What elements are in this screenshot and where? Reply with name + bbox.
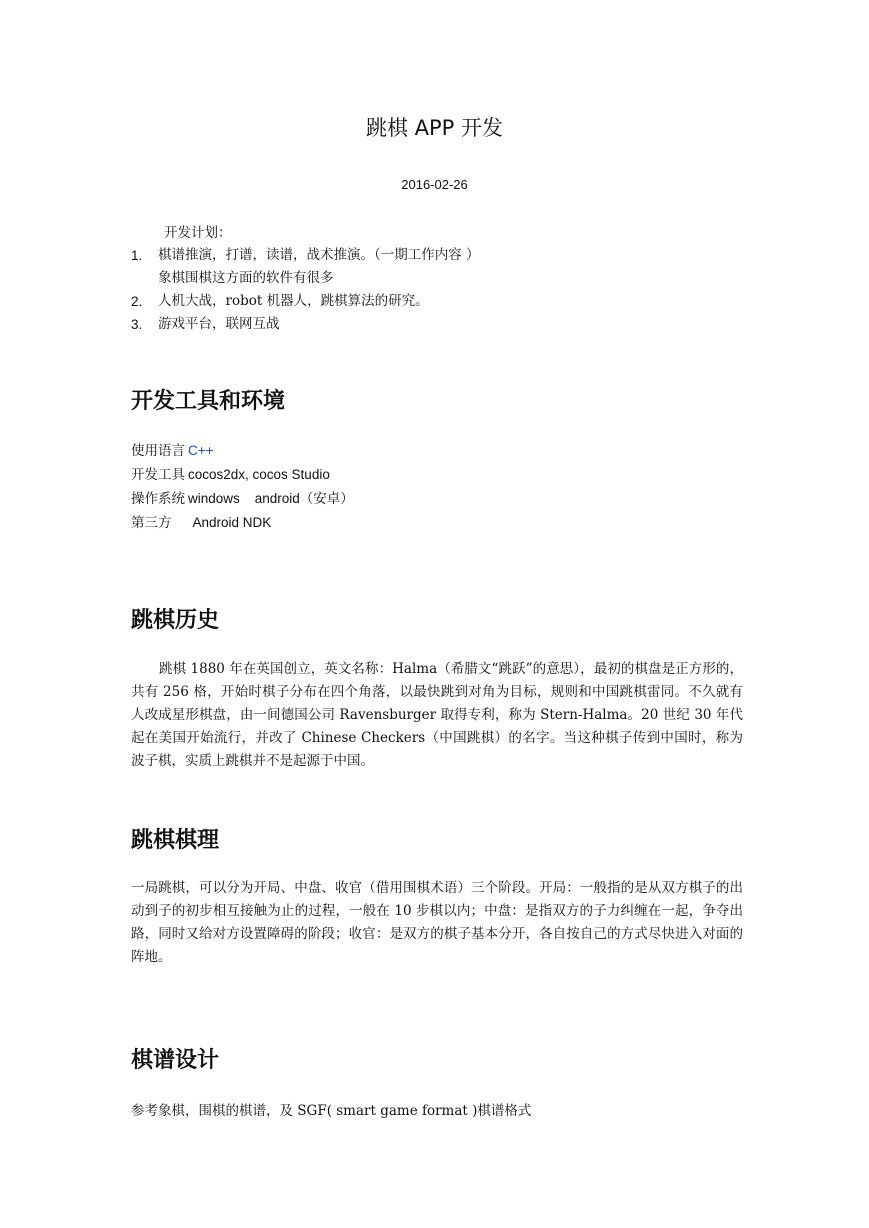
design-paragraph: 参考象棋，围棋的棋谱，及 SGF( smart game format )棋谱格式: [131, 1103, 532, 1119]
list-item-text: 游戏平台，联网互战: [158, 316, 280, 332]
list-item-subtext: 象棋围棋这方面的软件有很多: [158, 270, 334, 286]
plan-label: 开发计划：: [164, 225, 232, 241]
list-item: [131, 290, 480, 313]
environment-list: [131, 439, 354, 535]
environment-value: windows android（安卓）: [188, 491, 354, 506]
list-number: 1.: [131, 248, 143, 263]
environment-row: [131, 439, 354, 463]
document-date: 2016-02-26: [401, 177, 468, 192]
environment-row: [131, 487, 354, 511]
environment-label: 使用语言: [131, 443, 185, 459]
list-item: [131, 244, 480, 290]
list-number: 2.: [131, 294, 143, 309]
plan-list: [131, 244, 480, 336]
environment-row: [131, 463, 354, 487]
section-heading-design: 棋谱设计: [131, 1048, 220, 1073]
environment-value: cocos2dx, cocos Studio: [188, 467, 330, 482]
list-item-text: 人机大战，robot 机器人，跳棋算法的研究。: [158, 293, 429, 309]
list-item: [131, 313, 480, 336]
environment-value: Android NDK: [174, 515, 272, 530]
history-paragraph: 跳棋 1880 年在英国创立，英文名称：Halma（希腊文“跳跃”的意思），最初的棋盘是正方形的，共有 256 格，开始时棋子分布在四个角落，以最快跳到对角为目标，规则和中国跳棋雷同。不久就有人改成星形棋盘，由一间德国公司 Ravensburger 取得专利，称为 Stern-Halma。20 世纪 30 年代起在美国开始流行，并改了 Chinese Checkers（中国跳棋）的名字。当这种棋子传到中国时，称为波子棋，实质上跳棋并不是起源于中国。: [131, 661, 743, 769]
list-item-text: 棋谱推演，打谱，读谱，战术推演。（一期工作内容 ）: [158, 247, 480, 263]
environment-label: 操作系统: [131, 491, 185, 507]
list-number: 3.: [131, 317, 143, 332]
section-heading-tools: 开发工具和环境: [131, 389, 286, 414]
theory-paragraph: 一局跳棋，可以分为开局、中盘、收官（借用围棋术语）三个阶段。开局：一般指的是从双方棋子的出动到子的初步相互接触为止的过程，一般在 10 步棋以内；中盘：是指双方的子力纠缠在一起，争夺出路，同时又给对方设置障碍的阶段；收官：是双方的棋子基本分开，各自按自己的方式尽快进入对面的阵地。: [131, 880, 743, 965]
environment-label: 开发工具: [131, 467, 185, 483]
section-heading-history: 跳棋历史: [131, 608, 220, 633]
section-heading-theory: 跳棋棋理: [131, 828, 220, 853]
document-title: 跳棋 APP 开发: [365, 116, 504, 140]
environment-label: 第三方: [131, 515, 172, 531]
environment-row: [131, 511, 354, 535]
environment-value: C++: [188, 443, 214, 458]
